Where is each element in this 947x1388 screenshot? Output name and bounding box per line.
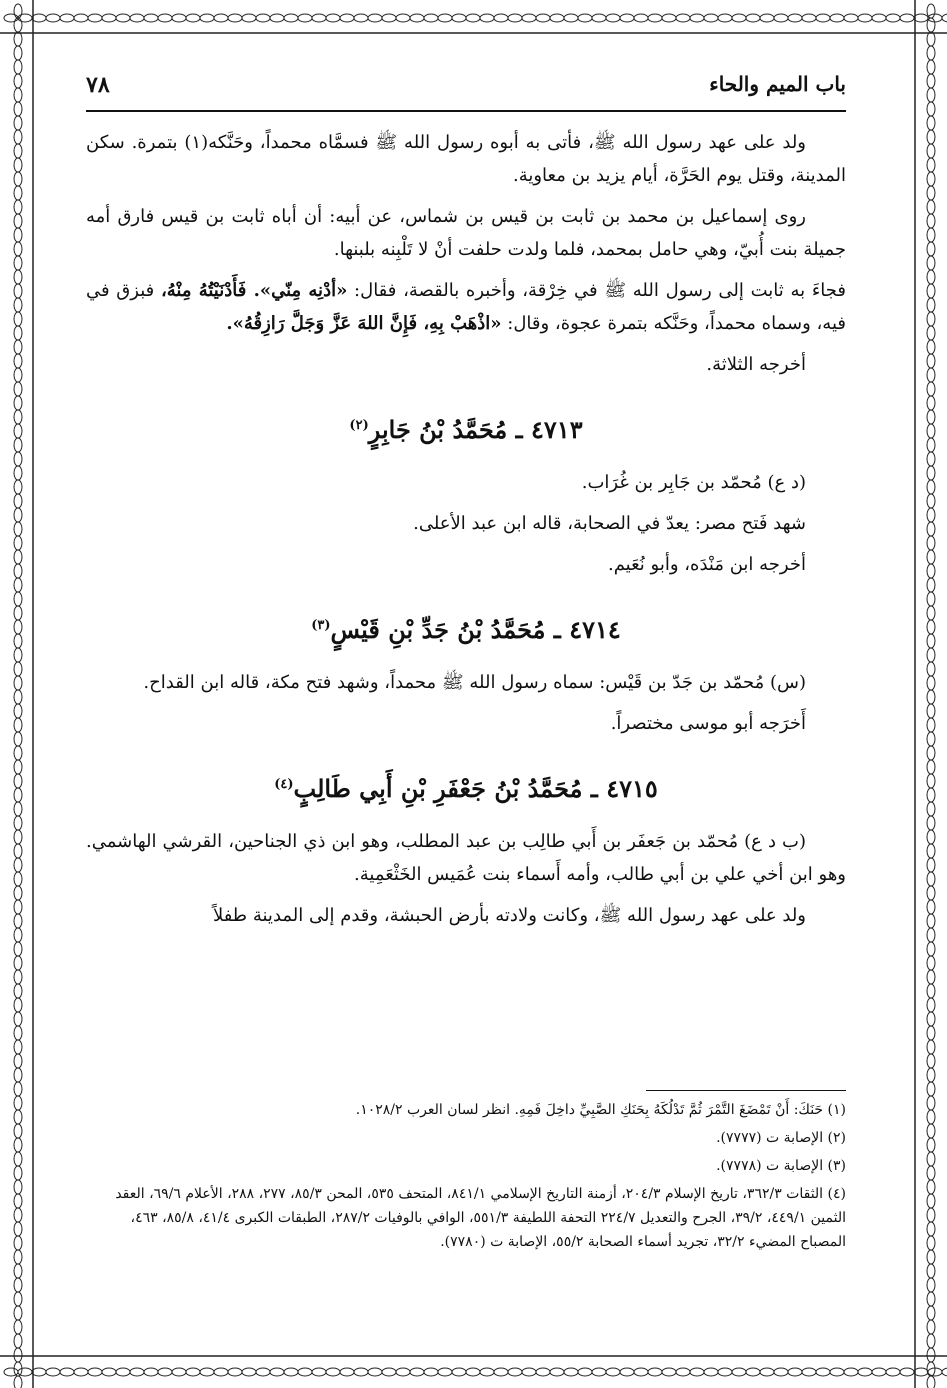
ornamental-border-right (907, 0, 947, 1388)
entry-title-text: ٤٧١٤ ـ مُحَمَّدُ بْنُ جَدِّ بْنِ قَيْسٍ (330, 615, 621, 644)
footnote-ref: (٤) (274, 777, 294, 792)
paragraph: ولد على عهد رسول الله ﷺ، وكانت ولادته بأرض الحبشة، وقدم إلى المدينة طفلاً (212, 905, 806, 926)
entry-heading (86, 768, 846, 805)
footnote: (٢) الإصابة ت (٧٧٧٧). (716, 1130, 846, 1146)
hadith-quote: «أدْنِه مِنّي». فَأَدْنَيْتُهُ مِنْهُ، (160, 280, 348, 301)
entry-heading (86, 609, 846, 646)
paragraph: أَخرَجه أبو موسى مختصراً. (610, 713, 806, 734)
text-segment: فجاءَ به ثابت إلى رسول الله ﷺ في خِرْقة، وأخبره بالقصة، فقال: (354, 280, 846, 301)
chapter-title: باب الميم والحاء (709, 72, 846, 96)
page-content (86, 62, 846, 1322)
paragraph: أخرجه الثلاثة. (706, 354, 806, 375)
footnote: (٤) الثقات ٣٦٢/٣، تاريخ الإسلام ٢٠٤/٣، أزمنة التاريخ الإسلامي ٨٤١/١، المتحف ٥٣٥، المحن ٨٥/٣، ٢٧٧، ٢٨٨، الأعلام ٦٩/٦، العقد الثمين ٤٤٩/١، ٣٩/٢، الجرح والتعديل ٢٢٤/٧ التحفة اللطيفة ٥٥١/٣، الوافي بالوفيات ٢٨٧/٢، الطبقات الكبرى ٤١/٤، ٨٥/٨، ٤٦٣، المصباح المضيء ٣٢/٢، تجريد أسماء الصحابة ٥٥/٢، الإصابة ت (٧٧٨٠). (115, 1186, 846, 1250)
entry-title-text: ٤٧١٣ ـ مُحَمَّدُ بْنُ جَابِرٍ (368, 415, 583, 444)
header-rule (86, 110, 846, 112)
ornamental-border-bottom (0, 1348, 947, 1388)
running-header (86, 72, 846, 102)
paragraph: ولد على عهد رسول الله ﷺ، فأتى به أبوه رسول الله ﷺ فسمَّاه محمداً، وحَنَّكه(١) بتمرة. سكن المدينة، وقتل يوم الحَرَّة، أيام يزيد بن معاوية. (86, 132, 846, 186)
ornamental-border-left (0, 0, 40, 1388)
paragraph: روى إسماعيل بن محمد بن ثابت بن قيس بن شماس، عن أبيه: أن أباه ثابت بن قيس فارق أمه جميلة بنت أُبيّ، وهي حامل بمحمد، فلما ولدت حلفت أنْ لا تَلْبِنه بلبنها. (86, 206, 846, 260)
text-segment: فبزق في فيه، وسماه محمداً، وحَنَّكه بتمرة عجوة، وقال: (86, 280, 846, 334)
paragraph (86, 274, 846, 340)
hadith-quote: «اذْهَبْ بِهِ، فَإِنَّ اللهَ عَزَّ وَجَلَّ رَازِقُهُ». (226, 313, 502, 334)
entry-heading (86, 409, 846, 446)
footnote-ref: (٢) (349, 418, 369, 433)
footnote-ref: (٣) (311, 618, 331, 633)
paragraph: شهد فَتح مصر: يعدّ في الصحابة، قاله ابن عبد الأعلى. (413, 513, 806, 534)
footnote: (١) حَنَكَ: أَنْ تَمْضَغَ التَّمْرَ ثُمَّ تَدْلُكَهُ بِحَنَكِ الصَّبِيِّ داخِلَ فَمِهِ. انظر لسان العرب ١٠٢٨/٢. (355, 1102, 846, 1118)
ornamental-border-top (0, 0, 947, 40)
paragraph: أخرجه ابن مَنْدَه، وأبو نُعَيم. (607, 554, 806, 575)
paragraph: (ب د ع) مُحمّد بن جَعفَر بن أَبي طالِب بن عبد المطلب، وهو ابن ذي الجناحين، القرشي الهاشمي. وهو ابن أخي علي بن أبي طالب، وأمه أَسماء بنت عُمَيس الخَثْعَمِية. (86, 831, 846, 885)
paragraph: (س) مُحمّد بن جَدّ بن قَيْس: سماه رسول الله ﷺ محمداً، وشهد فتح مكة، قاله ابن القداح. (143, 672, 806, 693)
entry-title-text: ٤٧١٥ ـ مُحَمَّدُ بْنُ جَعْفَرِ بْنِ أَبِي طَالِبٍ (293, 774, 658, 803)
footnotes (86, 1098, 846, 1258)
page-number: ٧٨ (86, 72, 110, 98)
footnote: (٣) الإصابة ت (٧٧٧٨). (716, 1158, 846, 1174)
main-text (86, 126, 846, 940)
footnote-rule (646, 1090, 846, 1091)
paragraph: (د ع) مُحمّد بن جَابِر بن غُرَاب. (581, 472, 806, 493)
